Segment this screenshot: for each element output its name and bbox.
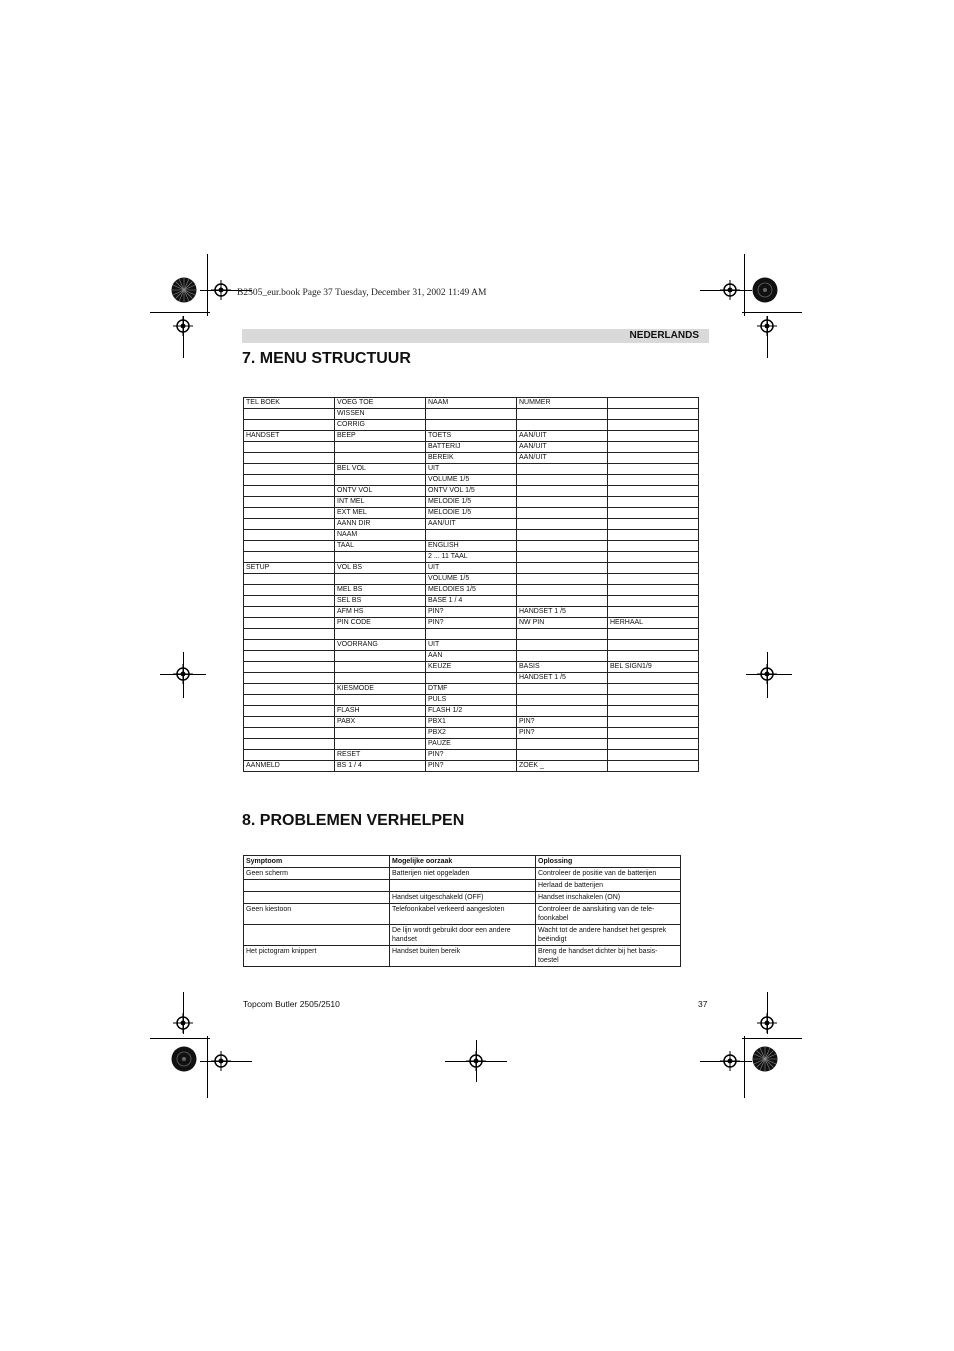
menu-cell: SETUP: [244, 563, 335, 574]
menu-structure-table: [243, 397, 699, 772]
menu-cell: [244, 409, 335, 420]
menu-cell: [517, 684, 608, 695]
troubleshooting-table: [243, 855, 681, 967]
table-row: [244, 651, 699, 662]
problem-cell: Batterijen niet opgeladen: [390, 868, 536, 880]
menu-cell: [426, 530, 517, 541]
page-number: 37: [698, 999, 708, 1009]
menu-cell: [608, 706, 699, 717]
menu-cell: HANDSET: [244, 431, 335, 442]
table-row: [244, 662, 699, 673]
menu-cell: [608, 607, 699, 618]
menu-cell: [608, 475, 699, 486]
footer-product: Topcom Butler 2505/2510: [243, 999, 340, 1009]
menu-cell: TAAL: [335, 541, 426, 552]
menu-cell: [244, 420, 335, 431]
registration-mark-icon: [466, 1051, 486, 1071]
menu-cell: BASIS: [517, 662, 608, 673]
menu-cell: [244, 464, 335, 475]
menu-cell: TOETS: [426, 431, 517, 442]
menu-cell: NUMMER: [517, 398, 608, 409]
menu-cell: HANDSET 1 /5: [517, 673, 608, 684]
registration-mark-icon: [173, 316, 193, 336]
menu-cell: PIN CODE: [335, 618, 426, 629]
table-row: [244, 629, 699, 640]
menu-cell: SEL BS: [335, 596, 426, 607]
menu-cell: [244, 442, 335, 453]
menu-cell: PIN?: [426, 750, 517, 761]
menu-cell: AFM HS: [335, 607, 426, 618]
table-row: [244, 904, 681, 925]
menu-cell: BS 1 / 4: [335, 761, 426, 772]
starburst-target-icon: [171, 1046, 197, 1072]
menu-cell: [244, 662, 335, 673]
menu-cell: [608, 442, 699, 453]
menu-cell: [244, 618, 335, 629]
table-row: [244, 574, 699, 585]
menu-cell: [608, 728, 699, 739]
menu-cell: [244, 739, 335, 750]
menu-cell: [517, 541, 608, 552]
table-row: [244, 519, 699, 530]
menu-cell: UIT: [426, 563, 517, 574]
problem-cell: [390, 880, 536, 892]
menu-cell: AANMELD: [244, 761, 335, 772]
menu-cell: VOL BS: [335, 563, 426, 574]
menu-cell: [517, 552, 608, 563]
table-row: [244, 464, 699, 475]
problem-cell: Wacht tot de andere handset het gesprek beëindigt: [536, 925, 681, 946]
table-row: [244, 880, 681, 892]
problem-cell: Geen kiestoon: [244, 904, 390, 925]
menu-cell: AAN/UIT: [517, 442, 608, 453]
table-row: [244, 750, 699, 761]
menu-cell: [244, 519, 335, 530]
table-row: [244, 684, 699, 695]
table-row: [244, 486, 699, 497]
table-row: [244, 475, 699, 486]
menu-cell: [608, 563, 699, 574]
registration-mark-icon: [757, 1013, 777, 1033]
menu-cell: [517, 739, 608, 750]
menu-cell: MELODIE 1/5: [426, 497, 517, 508]
menu-cell: [335, 739, 426, 750]
menu-cell: [608, 431, 699, 442]
problem-cell: Breng de handset dichter bij het basis-toestel: [536, 946, 681, 967]
menu-cell: PULS: [426, 695, 517, 706]
menu-cell: VOEG TOE: [335, 398, 426, 409]
registration-mark-icon: [211, 280, 231, 300]
menu-cell: [244, 673, 335, 684]
menu-cell: AAN/UIT: [517, 453, 608, 464]
menu-cell: BEEP: [335, 431, 426, 442]
menu-cell: [517, 420, 608, 431]
table-row: [244, 618, 699, 629]
menu-cell: NAAM: [426, 398, 517, 409]
menu-cell: [608, 750, 699, 761]
registration-mark-icon: [173, 664, 193, 684]
menu-cell: [608, 453, 699, 464]
menu-cell: PIN?: [517, 717, 608, 728]
menu-cell: [608, 541, 699, 552]
menu-cell: [244, 508, 335, 519]
menu-cell: [608, 695, 699, 706]
menu-cell: [244, 717, 335, 728]
table-row: [244, 607, 699, 618]
table-row: [244, 552, 699, 563]
table-row: [244, 892, 681, 904]
menu-cell: [244, 651, 335, 662]
header-cell: Mogelijke oorzaak: [390, 856, 536, 868]
menu-cell: [608, 486, 699, 497]
menu-cell: AANN DIR: [335, 519, 426, 530]
menu-cell: [608, 398, 699, 409]
menu-cell: PIN?: [426, 607, 517, 618]
table-row: [244, 761, 699, 772]
registration-mark-icon: [211, 1051, 231, 1071]
menu-cell: [426, 420, 517, 431]
problem-cell: Het pictogram knippert: [244, 946, 390, 967]
header-cell: Oplossing: [536, 856, 681, 868]
menu-cell: 2 ... 11 TAAL: [426, 552, 517, 563]
table-header-row: [244, 856, 681, 868]
menu-cell: [244, 706, 335, 717]
menu-cell: [244, 585, 335, 596]
menu-cell: FLASH: [335, 706, 426, 717]
menu-cell: EXT MEL: [335, 508, 426, 519]
registration-mark-icon: [757, 316, 777, 336]
menu-cell: ENGLISH: [426, 541, 517, 552]
table-row: [244, 530, 699, 541]
menu-cell: [608, 640, 699, 651]
menu-cell: [517, 574, 608, 585]
menu-cell: DTMF: [426, 684, 517, 695]
menu-cell: KEUZE: [426, 662, 517, 673]
table-row: [244, 442, 699, 453]
menu-cell: NAAM: [335, 530, 426, 541]
starburst-target-icon: [752, 277, 778, 303]
menu-cell: [244, 453, 335, 464]
menu-cell: [517, 475, 608, 486]
menu-cell: [517, 695, 608, 706]
menu-cell: BASE 1 / 4: [426, 596, 517, 607]
registration-mark-icon: [757, 664, 777, 684]
menu-cell: BATTERIJ: [426, 442, 517, 453]
problem-cell: Geen scherm: [244, 868, 390, 880]
menu-cell: [335, 695, 426, 706]
menu-cell: [244, 596, 335, 607]
registration-mark-icon: [720, 280, 740, 300]
problem-cell: Herlaad de batterijen: [536, 880, 681, 892]
starburst-target-icon: [752, 1046, 778, 1072]
menu-cell: [426, 673, 517, 684]
menu-cell: [426, 629, 517, 640]
table-row: [244, 706, 699, 717]
menu-cell: VOLUME 1/5: [426, 574, 517, 585]
table-row: [244, 541, 699, 552]
header-cell: Symptoom: [244, 856, 390, 868]
menu-cell: [517, 640, 608, 651]
menu-cell: ONTV VOL: [335, 486, 426, 497]
problem-cell: [244, 880, 390, 892]
menu-cell: [244, 728, 335, 739]
menu-cell: [517, 629, 608, 640]
menu-cell: BEL SIGN1/9: [608, 662, 699, 673]
menu-cell: [244, 541, 335, 552]
menu-cell: [335, 552, 426, 563]
table-row: [244, 453, 699, 464]
table-row: [244, 673, 699, 684]
menu-cell: [608, 761, 699, 772]
table-row: [244, 925, 681, 946]
menu-cell: [426, 409, 517, 420]
table-row: [244, 563, 699, 574]
menu-cell: AAN/UIT: [426, 519, 517, 530]
table-row: [244, 596, 699, 607]
menu-cell: [335, 453, 426, 464]
menu-cell: [335, 442, 426, 453]
menu-cell: KIESMODE: [335, 684, 426, 695]
menu-cell: RESET: [335, 750, 426, 761]
table-row: [244, 739, 699, 750]
problem-cell: Controleer de aansluiting van de tele-foonkabel: [536, 904, 681, 925]
table-row: [244, 585, 699, 596]
menu-cell: [517, 486, 608, 497]
menu-cell: PIN?: [517, 728, 608, 739]
menu-cell: [244, 684, 335, 695]
menu-cell: [244, 607, 335, 618]
menu-cell: [335, 662, 426, 673]
menu-cell: [335, 629, 426, 640]
menu-cell: [517, 497, 608, 508]
menu-cell: CORRIG: [335, 420, 426, 431]
menu-cell: HERHAAL: [608, 618, 699, 629]
menu-cell: [608, 497, 699, 508]
menu-cell: [244, 486, 335, 497]
problem-cell: De lijn wordt gebruikt door een andere handset: [390, 925, 536, 946]
menu-cell: [608, 519, 699, 530]
menu-cell: MELODIES 1/5: [426, 585, 517, 596]
table-row: [244, 431, 699, 442]
table-row: [244, 409, 699, 420]
problem-cell: Handset inschakelen (ON): [536, 892, 681, 904]
menu-cell: MEL BS: [335, 585, 426, 596]
menu-cell: [335, 574, 426, 585]
problem-cell: Controleer de positie van de batterijen: [536, 868, 681, 880]
menu-cell: [517, 530, 608, 541]
menu-cell: [335, 728, 426, 739]
menu-cell: [608, 530, 699, 541]
menu-cell: [244, 629, 335, 640]
menu-cell: PABX: [335, 717, 426, 728]
problem-cell: Telefoonkabel verkeerd aangesloten: [390, 904, 536, 925]
section-7-title: 7. MENU STRUCTUUR: [242, 350, 411, 367]
problem-cell: [244, 892, 390, 904]
menu-cell: [244, 552, 335, 563]
menu-cell: [608, 574, 699, 585]
menu-cell: [517, 585, 608, 596]
table-row: [244, 497, 699, 508]
menu-cell: [517, 706, 608, 717]
menu-cell: [244, 640, 335, 651]
menu-cell: TEL BOEK: [244, 398, 335, 409]
menu-cell: [244, 475, 335, 486]
menu-cell: [517, 596, 608, 607]
table-row: [244, 868, 681, 880]
menu-cell: [608, 629, 699, 640]
menu-cell: [608, 673, 699, 684]
menu-cell: [244, 695, 335, 706]
menu-cell: AAN: [426, 651, 517, 662]
menu-cell: WISSEN: [335, 409, 426, 420]
menu-cell: [608, 596, 699, 607]
menu-cell: [244, 497, 335, 508]
table-row: [244, 420, 699, 431]
table-row: [244, 398, 699, 409]
menu-cell: [335, 673, 426, 684]
problem-cell: Handset uitgeschakeld (OFF): [390, 892, 536, 904]
menu-cell: [608, 420, 699, 431]
menu-cell: PIN?: [426, 618, 517, 629]
menu-cell: [608, 552, 699, 563]
table-row: [244, 728, 699, 739]
menu-cell: NW PIN: [517, 618, 608, 629]
menu-cell: [335, 475, 426, 486]
menu-cell: [608, 684, 699, 695]
table-row: [244, 508, 699, 519]
menu-cell: [244, 530, 335, 541]
menu-cell: [335, 651, 426, 662]
menu-cell: BEL VOL: [335, 464, 426, 475]
table-row: [244, 946, 681, 967]
menu-cell: [608, 717, 699, 728]
menu-cell: AAN/UIT: [517, 431, 608, 442]
table-row: [244, 695, 699, 706]
menu-cell: PAUZE: [426, 739, 517, 750]
menu-cell: [244, 574, 335, 585]
registration-mark-icon: [173, 1013, 193, 1033]
menu-cell: [517, 508, 608, 519]
menu-cell: BEREIK: [426, 453, 517, 464]
menu-cell: [517, 464, 608, 475]
menu-cell: [608, 739, 699, 750]
problem-cell: [244, 925, 390, 946]
menu-cell: HANDSET 1 /5: [517, 607, 608, 618]
language-bar: [242, 329, 709, 343]
registration-mark-icon: [720, 1051, 740, 1071]
menu-cell: [608, 585, 699, 596]
starburst-target-icon: [171, 277, 197, 303]
menu-cell: [517, 750, 608, 761]
menu-cell: [517, 651, 608, 662]
menu-cell: [517, 519, 608, 530]
menu-cell: VOORRANG: [335, 640, 426, 651]
menu-cell: ZOEK _: [517, 761, 608, 772]
menu-cell: [244, 750, 335, 761]
section-8-title: 8. PROBLEMEN VERHELPEN: [242, 812, 465, 829]
menu-cell: [608, 651, 699, 662]
table-row: [244, 717, 699, 728]
table-row: [244, 640, 699, 651]
menu-cell: [608, 409, 699, 420]
menu-cell: PBX1: [426, 717, 517, 728]
menu-cell: UIT: [426, 464, 517, 475]
menu-cell: INT MEL: [335, 497, 426, 508]
menu-cell: PIN?: [426, 761, 517, 772]
menu-cell: [608, 508, 699, 519]
menu-cell: MELODIE 1/5: [426, 508, 517, 519]
menu-cell: [608, 464, 699, 475]
menu-cell: VOLUME 1/5: [426, 475, 517, 486]
menu-cell: [517, 563, 608, 574]
menu-cell: ONTV VOL 1/5: [426, 486, 517, 497]
menu-cell: FLASH 1/2: [426, 706, 517, 717]
language-label: NEDERLANDS: [629, 330, 699, 341]
menu-cell: [517, 409, 608, 420]
menu-cell: UIT: [426, 640, 517, 651]
problem-cell: Handset buiten bereik: [390, 946, 536, 967]
book-info-line: B2505_eur.book Page 37 Tuesday, December 31, 2002 11:49 AM: [237, 288, 487, 298]
menu-cell: PBX2: [426, 728, 517, 739]
